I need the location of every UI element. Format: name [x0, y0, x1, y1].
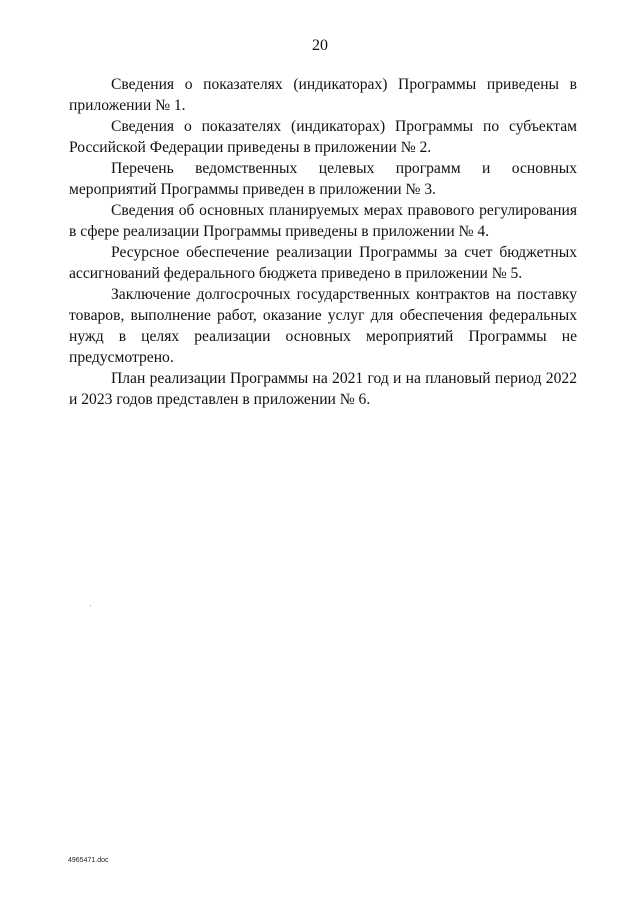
- footer-file-code: 4965471.doc: [68, 857, 109, 864]
- page-number: 20: [312, 37, 328, 54]
- paragraph-appendix-2: Сведения о показателях (индикаторах) Программы по субъектам Российской Федерации приведены в приложении № 2.: [69, 118, 577, 156]
- paragraph-appendix-1: Сведения о показателях (индикаторах) Программы приведены в приложении № 1.: [69, 76, 577, 114]
- document-body: [69, 74, 577, 410]
- paragraph-contracts: Заключение долгосрочных государственных контрактов на поставку товаров, выполнение работ, оказание услуг для обеспечения федеральных нужд в целях реализации основных мероприятий Программы не предусмотрено.: [69, 286, 577, 366]
- paragraph-appendix-6: План реализации Программы на 2021 год и на плановый период 2022 и 2023 годов представлен в приложении № 6.: [69, 370, 577, 408]
- paragraph-appendix-5: Ресурсное обеспечение реализации Программы за счет бюджетных ассигнований федерального бюджета приведено в приложении № 5.: [69, 244, 577, 282]
- scan-speck: [90, 605, 91, 606]
- paragraph-appendix-3: Перечень ведомственных целевых программ и основных мероприятий Программы приведен в приложении № 3.: [69, 160, 577, 198]
- paragraph-appendix-4: Сведения об основных планируемых мерах правового регулирования в сфере реализации Программы приведены в приложении № 4.: [69, 202, 577, 240]
